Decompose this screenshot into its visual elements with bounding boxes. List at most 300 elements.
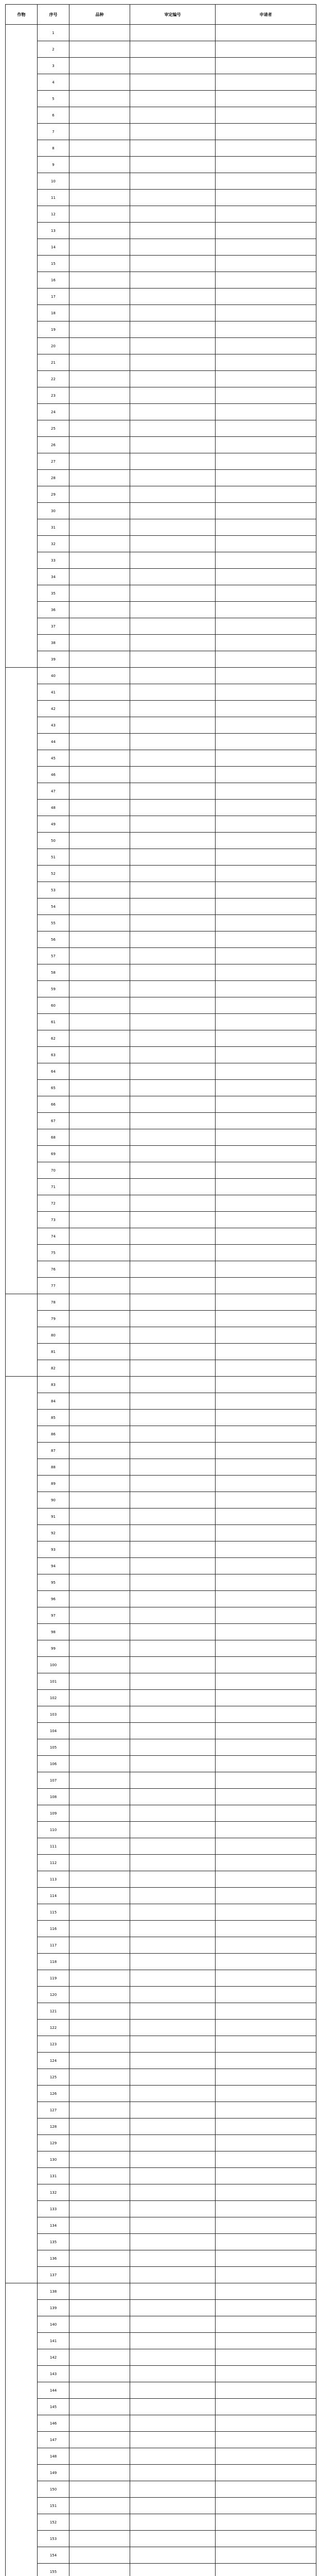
applicant-cell <box>216 2366 316 2382</box>
variety-cell <box>69 2119 130 2135</box>
variety-cell <box>69 1624 130 1640</box>
serial-no-cell: 117 <box>38 1937 69 1954</box>
variety-cell <box>69 734 130 750</box>
variety-cell <box>69 1558 130 1574</box>
serial-no-cell: 79 <box>38 1311 69 1327</box>
approval-no-cell <box>130 2234 216 2250</box>
table-row <box>6 701 316 717</box>
approval-no-cell <box>130 25 216 41</box>
variety-cell <box>69 239 130 256</box>
approval-no-cell <box>130 371 216 387</box>
variety-cell <box>69 387 130 404</box>
variety-cell <box>69 58 130 74</box>
applicant-cell <box>216 2531 316 2547</box>
variety-cell <box>69 1047 130 1063</box>
serial-no-cell: 13 <box>38 223 69 239</box>
serial-no-cell: 37 <box>38 618 69 635</box>
variety-cell <box>69 1855 130 1871</box>
applicant-cell <box>216 2135 316 2151</box>
applicant-cell <box>216 1195 316 1212</box>
applicant-cell <box>216 107 316 124</box>
table-row <box>6 1360 316 1377</box>
approval-no-cell <box>130 1129 216 1146</box>
serial-no-cell: 92 <box>38 1525 69 1541</box>
applicant-cell <box>216 569 316 585</box>
serial-no-cell: 67 <box>38 1113 69 1129</box>
variety-cell <box>69 41 130 58</box>
approval-no-cell <box>130 1162 216 1179</box>
serial-no-cell: 115 <box>38 1904 69 1921</box>
variety-cell <box>69 1673 130 1690</box>
variety-cell <box>69 585 130 602</box>
applicant-cell <box>216 256 316 272</box>
approval-no-cell <box>130 1525 216 1541</box>
approval-no-cell <box>130 2151 216 2168</box>
approval-no-cell <box>130 1756 216 1772</box>
serial-no-cell: 77 <box>38 1278 69 1294</box>
applicant-cell <box>216 1987 316 2003</box>
applicant-cell <box>216 1459 316 1476</box>
applicant-cell <box>216 1014 316 1030</box>
applicant-cell <box>216 981 316 997</box>
approval-no-cell <box>130 1195 216 1212</box>
table-row <box>6 1278 316 1294</box>
applicant-cell <box>216 2564 316 2576</box>
variety-cell <box>69 2564 130 2576</box>
applicant-cell <box>216 1805 316 1822</box>
approval-no-cell <box>130 2514 216 2531</box>
table-row <box>6 569 316 585</box>
applicant-cell <box>216 387 316 404</box>
serial-no-cell: 46 <box>38 767 69 783</box>
applicant-cell <box>216 2481 316 2498</box>
applicant-cell <box>216 2151 316 2168</box>
approval-no-cell <box>130 1294 216 1311</box>
table-row <box>6 1937 316 1954</box>
variety-cell <box>69 1459 130 1476</box>
variety-cell <box>69 1871 130 1888</box>
applicant-cell <box>216 2283 316 2300</box>
table-row <box>6 1129 316 1146</box>
applicant-cell <box>216 2086 316 2102</box>
approval-no-cell <box>130 997 216 1014</box>
variety-cell <box>69 25 130 41</box>
variety-cell <box>69 2267 130 2283</box>
serial-no-cell: 2 <box>38 41 69 58</box>
variety-cell <box>69 1476 130 1492</box>
variety-cell <box>69 1014 130 1030</box>
variety-cell <box>69 321 130 338</box>
variety-cell <box>69 2069 130 2086</box>
applicant-cell <box>216 1261 316 1278</box>
serial-no-cell: 36 <box>38 602 69 618</box>
table-row <box>6 2547 316 2564</box>
variety-cell <box>69 1113 130 1129</box>
applicant-cell <box>216 41 316 58</box>
approval-no-cell <box>130 1228 216 1245</box>
approval-no-cell <box>130 1278 216 1294</box>
applicant-cell <box>216 305 316 321</box>
applicant-cell <box>216 1525 316 1541</box>
variety-cell <box>69 1096 130 1113</box>
applicant-cell <box>216 91 316 107</box>
approval-no-cell <box>130 569 216 585</box>
approval-no-cell <box>130 2119 216 2135</box>
serial-no-cell: 56 <box>38 931 69 948</box>
table-row <box>6 618 316 635</box>
serial-no-cell: 9 <box>38 157 69 173</box>
serial-no-cell: 147 <box>38 2432 69 2448</box>
table-row <box>6 1327 316 1344</box>
serial-no-cell: 50 <box>38 833 69 849</box>
table-row <box>6 1657 316 1673</box>
table-row <box>6 1954 316 1970</box>
approval-no-cell <box>130 2086 216 2102</box>
variety-cell <box>69 1970 130 1987</box>
serial-no-cell: 94 <box>38 1558 69 1574</box>
approval-no-cell <box>130 1706 216 1723</box>
serial-no-cell: 21 <box>38 354 69 371</box>
serial-no-cell: 153 <box>38 2531 69 2547</box>
table-row <box>6 2333 316 2349</box>
applicant-cell <box>216 1723 316 1739</box>
approval-no-cell <box>130 2415 216 2432</box>
table-row <box>6 289 316 305</box>
serial-no-cell: 18 <box>38 305 69 321</box>
variety-cell <box>69 750 130 767</box>
approval-no-cell <box>130 272 216 289</box>
table-row <box>6 585 316 602</box>
applicant-cell <box>216 1607 316 1624</box>
table-row <box>6 1706 316 1723</box>
approval-no-cell <box>130 1443 216 1459</box>
table-row <box>6 1690 316 1706</box>
approval-no-cell <box>130 1805 216 1822</box>
serial-no-cell: 11 <box>38 190 69 206</box>
approval-no-cell <box>130 2432 216 2448</box>
serial-no-cell: 137 <box>38 2267 69 2283</box>
serial-no-cell: 93 <box>38 1541 69 1558</box>
approval-no-cell <box>130 173 216 190</box>
approval-no-cell <box>130 1987 216 2003</box>
applicant-cell <box>216 1047 316 1063</box>
serial-no-cell: 112 <box>38 1855 69 1871</box>
variety-cell <box>69 1327 130 1344</box>
variety-cell <box>69 2366 130 2382</box>
table-row <box>6 124 316 140</box>
variety-cell <box>69 2531 130 2547</box>
table-row <box>6 1245 316 1261</box>
applicant-cell <box>216 651 316 668</box>
variety-cell <box>69 503 130 519</box>
table-row <box>6 750 316 767</box>
approval-no-cell <box>130 58 216 74</box>
variety-cell <box>69 1063 130 1080</box>
applicant-cell <box>216 1739 316 1756</box>
applicant-cell <box>216 1063 316 1080</box>
approval-no-cell <box>130 602 216 618</box>
approval-no-cell <box>130 338 216 354</box>
applicant-cell <box>216 1558 316 1574</box>
table-row <box>6 2564 316 2576</box>
approval-no-cell <box>130 2498 216 2514</box>
approval-no-cell <box>130 849 216 866</box>
applicant-cell <box>216 1228 316 1245</box>
approval-no-cell <box>130 1855 216 1871</box>
table-row <box>6 635 316 651</box>
applicant-cell <box>216 206 316 223</box>
table-row <box>6 552 316 569</box>
approval-no-cell <box>130 2267 216 2283</box>
table-row <box>6 948 316 964</box>
serial-no-cell: 131 <box>38 2168 69 2184</box>
variety-cell <box>69 2135 130 2151</box>
applicant-cell <box>216 420 316 437</box>
variety-cell <box>69 800 130 816</box>
variety-cell <box>69 1426 130 1443</box>
variety-cell <box>69 767 130 783</box>
approval-no-cell <box>130 833 216 849</box>
table-row <box>6 964 316 981</box>
table-row <box>6 1921 316 1937</box>
applicant-cell <box>216 223 316 239</box>
applicant-cell <box>216 157 316 173</box>
serial-no-cell: 83 <box>38 1377 69 1393</box>
variety-cell <box>69 486 130 503</box>
table-row <box>6 387 316 404</box>
table-row <box>6 2086 316 2102</box>
serial-no-cell: 73 <box>38 1212 69 1228</box>
approval-no-cell <box>130 1459 216 1476</box>
serial-no-cell: 61 <box>38 1014 69 1030</box>
variety-cell <box>69 2448 130 2465</box>
table-row <box>6 1739 316 1756</box>
serial-no-cell: 138 <box>38 2283 69 2300</box>
approval-no-cell <box>130 2382 216 2399</box>
serial-no-cell: 89 <box>38 1476 69 1492</box>
approval-no-cell <box>130 124 216 140</box>
table-row <box>6 1541 316 1558</box>
table-row <box>6 157 316 173</box>
table-row <box>6 734 316 750</box>
table-row <box>6 2465 316 2481</box>
approval-no-cell <box>130 503 216 519</box>
applicant-cell <box>216 783 316 800</box>
approval-no-cell <box>130 964 216 981</box>
variety-cell <box>69 552 130 569</box>
variety-cell <box>69 833 130 849</box>
applicant-cell <box>216 2399 316 2415</box>
variety-cell <box>69 651 130 668</box>
serial-no-cell: 53 <box>38 882 69 899</box>
variety-cell <box>69 2498 130 2514</box>
approval-no-cell <box>130 519 216 536</box>
variety-cell <box>69 1591 130 1607</box>
serial-no-cell: 40 <box>38 668 69 684</box>
variety-cell <box>69 1393 130 1410</box>
table-row <box>6 2135 316 2151</box>
serial-no-cell: 15 <box>38 256 69 272</box>
approval-no-cell <box>130 1146 216 1162</box>
serial-no-cell: 123 <box>38 2036 69 2053</box>
table-row <box>6 1492 316 1509</box>
serial-no-cell: 154 <box>38 2547 69 2564</box>
serial-no-cell: 87 <box>38 1443 69 1459</box>
approval-no-cell <box>130 981 216 997</box>
table-row <box>6 849 316 866</box>
table-row <box>6 190 316 206</box>
crop-group-cell <box>6 25 38 668</box>
table-row <box>6 1261 316 1278</box>
table-row <box>6 486 316 503</box>
variety-cell <box>69 173 130 190</box>
applicant-cell <box>216 734 316 750</box>
table-row <box>6 2201 316 2217</box>
variety-cell <box>69 1162 130 1179</box>
table-row <box>6 519 316 536</box>
variety-cell <box>69 404 130 420</box>
approval-no-cell <box>130 866 216 882</box>
approval-no-cell <box>130 1591 216 1607</box>
applicant-cell <box>216 2514 316 2531</box>
table-row <box>6 1228 316 1245</box>
table-row <box>6 1294 316 1311</box>
approval-no-cell <box>130 354 216 371</box>
variety-cell <box>69 1245 130 1261</box>
table-row <box>6 2234 316 2250</box>
serial-no-cell: 118 <box>38 1954 69 1970</box>
approval-no-cell <box>130 41 216 58</box>
variety-cell <box>69 437 130 453</box>
approval-no-cell <box>130 1822 216 1838</box>
variety-cell <box>69 1080 130 1096</box>
serial-no-cell: 64 <box>38 1063 69 1080</box>
approval-no-cell <box>130 899 216 915</box>
variety-cell <box>69 899 130 915</box>
applicant-cell <box>216 1673 316 1690</box>
serial-no-cell: 34 <box>38 569 69 585</box>
variety-cell <box>69 1574 130 1591</box>
serial-no-cell: 43 <box>38 717 69 734</box>
variety-cell <box>69 849 130 866</box>
applicant-cell <box>216 1855 316 1871</box>
table-row <box>6 453 316 470</box>
header-approval-no: 审定编号 <box>130 5 216 25</box>
applicant-cell <box>216 1657 316 1673</box>
table-row <box>6 1838 316 1855</box>
table-row <box>6 931 316 948</box>
applicant-cell <box>216 1245 316 1261</box>
variety-cell <box>69 536 130 552</box>
table-row <box>6 107 316 124</box>
variety-cell <box>69 206 130 223</box>
applicant-cell <box>216 1311 316 1327</box>
table-row <box>6 2184 316 2201</box>
applicant-cell <box>216 635 316 651</box>
approval-no-cell <box>130 1096 216 1113</box>
approval-no-cell <box>130 948 216 964</box>
serial-no-cell: 63 <box>38 1047 69 1063</box>
table-row <box>6 2382 316 2399</box>
serial-no-cell: 121 <box>38 2003 69 2020</box>
serial-no-cell: 78 <box>38 1294 69 1311</box>
applicant-cell <box>216 1360 316 1377</box>
variety-cell <box>69 1410 130 1426</box>
header-variety: 品种 <box>69 5 130 25</box>
applicant-cell <box>216 1146 316 1162</box>
approval-no-cell <box>130 107 216 124</box>
applicant-cell <box>216 1937 316 1954</box>
serial-no-cell: 58 <box>38 964 69 981</box>
variety-cell <box>69 2053 130 2069</box>
applicant-cell <box>216 717 316 734</box>
table-row <box>6 2036 316 2053</box>
applicant-cell <box>216 2415 316 2432</box>
table-row <box>6 1179 316 1195</box>
serial-no-cell: 12 <box>38 206 69 223</box>
variety-cell <box>69 1278 130 1294</box>
approval-no-cell <box>130 701 216 717</box>
variety-cell <box>69 602 130 618</box>
approval-no-cell <box>130 1377 216 1393</box>
approval-no-cell <box>130 2053 216 2069</box>
serial-no-cell: 98 <box>38 1624 69 1640</box>
approval-no-cell <box>130 1360 216 1377</box>
approval-no-cell <box>130 931 216 948</box>
table-row <box>6 58 316 74</box>
variety-cell <box>69 816 130 833</box>
applicant-cell <box>216 2217 316 2234</box>
table-row <box>6 816 316 833</box>
serial-no-cell: 20 <box>38 338 69 354</box>
approval-no-cell <box>130 1492 216 1509</box>
applicant-cell <box>216 1327 316 1344</box>
variety-cell <box>69 931 130 948</box>
serial-no-cell: 107 <box>38 1772 69 1789</box>
variety-cell <box>69 1228 130 1245</box>
approval-no-cell <box>130 239 216 256</box>
table-row <box>6 1574 316 1591</box>
serial-no-cell: 151 <box>38 2498 69 2514</box>
approval-no-cell <box>130 536 216 552</box>
table-row <box>6 2498 316 2514</box>
approval-no-cell <box>130 2366 216 2382</box>
header-applicant: 申请者 <box>216 5 316 25</box>
applicant-cell <box>216 1624 316 1640</box>
serial-no-cell: 80 <box>38 1327 69 1344</box>
table-row <box>6 2151 316 2168</box>
serial-no-cell: 110 <box>38 1822 69 1838</box>
applicant-cell <box>216 1970 316 1987</box>
serial-no-cell: 38 <box>38 635 69 651</box>
variety-cell <box>69 2151 130 2168</box>
table-row <box>6 882 316 899</box>
applicant-cell <box>216 684 316 701</box>
variety-cell <box>69 2250 130 2267</box>
applicant-cell <box>216 2250 316 2267</box>
approval-no-cell <box>130 437 216 453</box>
table-row <box>6 2168 316 2184</box>
variety-cell <box>69 2086 130 2102</box>
serial-no-cell: 52 <box>38 866 69 882</box>
serial-no-cell: 130 <box>38 2151 69 2168</box>
applicant-cell <box>216 437 316 453</box>
approval-no-cell <box>130 1904 216 1921</box>
variety-cell <box>69 1690 130 1706</box>
table-row <box>6 503 316 519</box>
applicant-cell <box>216 470 316 486</box>
serial-no-cell: 51 <box>38 849 69 866</box>
